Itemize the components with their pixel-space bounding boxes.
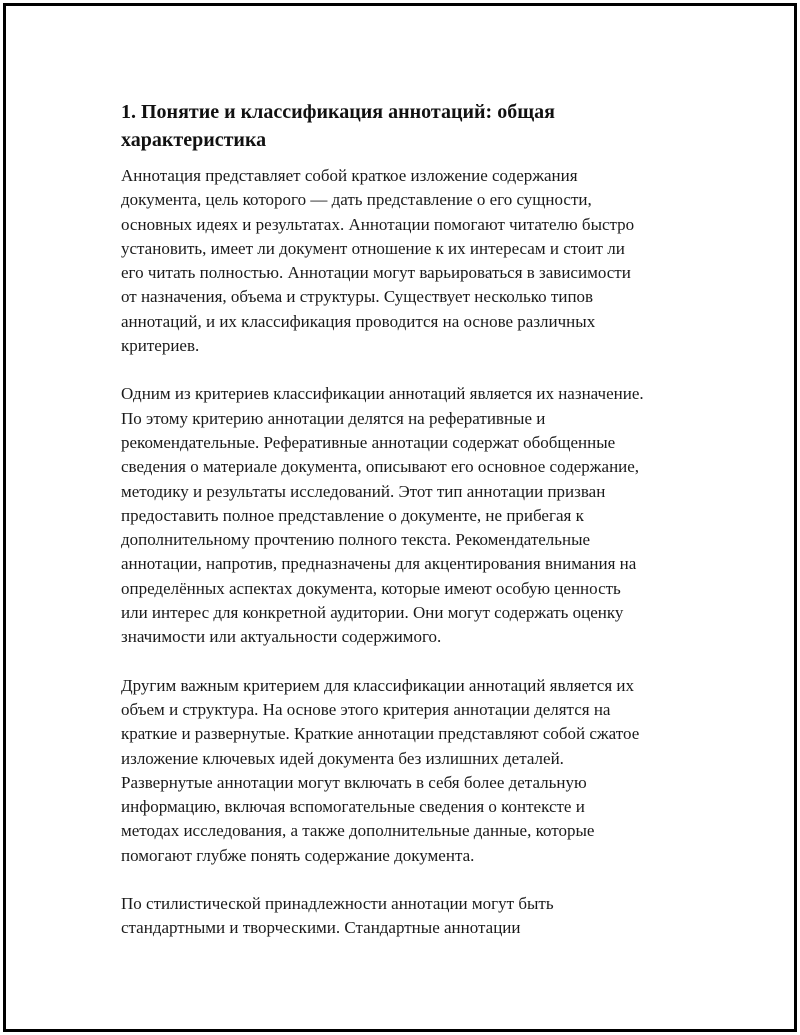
section-heading: 1. Понятие и классификация аннотаций: общая характеристика xyxy=(121,101,555,151)
paragraph-style-criterion: По стилистической принадлежности аннотации могут быть стандартными и творческими. Стандартные аннотации xyxy=(121,894,554,938)
paragraph-purpose-criterion: Одним из критериев классификации аннотаций является их назначение. По этому критерию аннотации делятся на реферативные и рекомендательные. Реферативные аннотации содержат обобщенные сведения о материале документа, описывают его основное содержание, методику и результаты исследований. Этот тип аннотации призван предоставить полное представление о документе, не прибегая к дополнительному прочтению полного текста. Рекомендательные аннотации, напротив, предназначены для акцентирования внимания на определённых аспектах документа, которые имеют особую ценность или интерес для конкретной аудитории. Они могут содержать оценку значимости или актуальности содержимого. xyxy=(121,384,644,647)
document-body xyxy=(121,98,701,965)
page-frame xyxy=(3,3,797,1032)
paragraph-volume-criterion: Другим важным критерием для классификации аннотаций является их объем и структура. На основе этого критерия аннотации делятся на краткие и развернутые. Краткие аннотации представляют собой сжатое изложение ключевых идей документа без излишних деталей. Развернутые аннотации могут включать в себя более детальную информацию, включая вспомогательные сведения о контексте и методах исследования, а также дополнительные данные, которые помогают глубже понять содержание документа. xyxy=(121,675,640,865)
paragraph-definition: Аннотация представляет собой краткое изложение содержания документа, цель которого — дать представление о его сущности, основных идеях и результатах. Аннотации помогают читателю быстро установить, имеет ли документ отношение к их интересам и стоит ли его читать полностью. Аннотации могут варьироваться в зависимости от назначения, объема и структуры. Существует несколько типов аннотаций, и их классификация проводится на основе различных критериев. xyxy=(121,166,635,356)
